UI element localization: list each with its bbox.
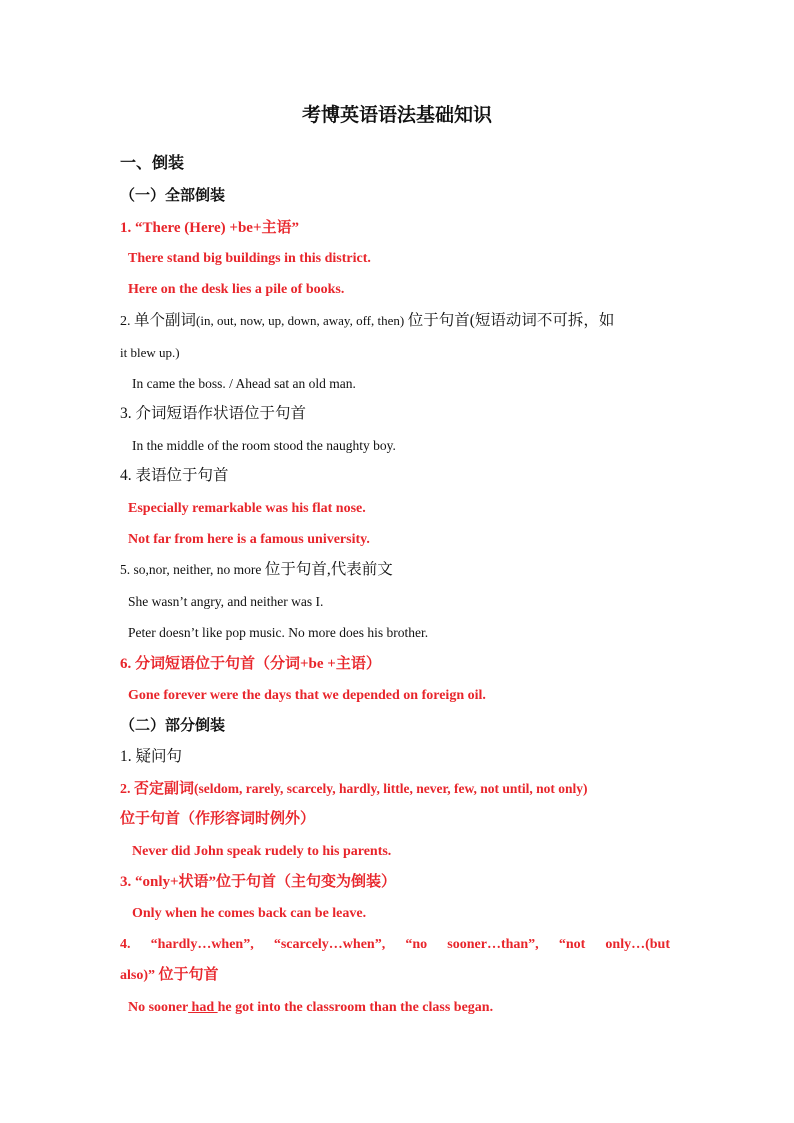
rule-3-example: In the middle of the room stood the naughty boy. <box>132 438 396 453</box>
partial-rule-4-token-1: 4. <box>120 937 131 952</box>
partial-rule-2-label: 否定副词 <box>134 781 195 797</box>
subsection-partial-inversion: （二）部分倒装 <box>120 718 226 734</box>
partial-rule-3-heading: 3. “only+状语”位于句首（主句变为倒装） <box>120 874 397 890</box>
rule-1-heading: 1. “There (Here) +be+主语” <box>120 220 300 236</box>
partial-rule-3-example: Only when he comes back can be leave. <box>132 906 367 921</box>
rule-3-heading: 3. 介词短语作状语位于句首 <box>120 405 307 422</box>
partial-rule-4-token-3: “scarcely…when”, <box>273 937 386 952</box>
rule-5-example-2: Peter doesn’t like pop music. No more does his brother. <box>128 625 429 640</box>
rule-2-number: 2. <box>120 314 131 329</box>
partial-rule-4-example-end: he got into the classroom than the class began. <box>217 1000 494 1015</box>
rule-2-label: 单个副词 <box>134 312 197 329</box>
rule-4-example-1: Especially remarkable was his flat nose. <box>128 501 366 516</box>
partial-rule-4-token-7: only…(but <box>605 937 670 952</box>
partial-rule-4-heading <box>120 935 670 955</box>
partial-rule-2-adverb-list: (seldom, rarely, scarcely, hardly, little, never, few, not until, not only) <box>194 781 588 796</box>
rule-6-example: Gone forever were the days that we depended on foreign oil. <box>128 688 486 703</box>
partial-rule-4-cont-b: 位于句首 <box>158 967 219 983</box>
rule-2-heading <box>120 311 674 332</box>
partial-rule-2-heading <box>120 779 674 800</box>
rule-2-tail: 位于句首(短语动词不可拆，如 <box>407 312 615 329</box>
partial-rule-4-example-start: No sooner <box>128 1000 189 1015</box>
partial-rule-2-continuation: 位于句首（作形容词时例外） <box>120 811 316 827</box>
rule-5-example-1: She wasn’t angry, and neither was I. <box>128 594 324 609</box>
partial-rule-4-token-6: “not <box>558 937 586 952</box>
section-heading-inversion: 一、倒装 <box>120 155 185 172</box>
partial-rule-2-example: Never did John speak rudely to his parents. <box>132 844 392 859</box>
rule-2-adverb-list: (in, out, now, up, down, away, off, then) <box>196 313 405 328</box>
rule-5-words: 5. so,nor, neither, no more <box>120 562 262 577</box>
rule-2-example: In came the boss. / Ahead sat an old man. <box>132 376 356 391</box>
partial-rule-4-continuation <box>120 965 219 986</box>
partial-rule-4-cont-a: also)” <box>120 968 155 983</box>
page-title: 考博英语语法基础知识 <box>301 105 492 126</box>
rule-1-example-1: There stand big buildings in this district. <box>128 251 371 266</box>
rule-5-heading <box>120 560 393 581</box>
partial-rule-1-heading: 1. 疑问句 <box>120 748 183 765</box>
subsection-full-inversion: （一）全部倒装 <box>120 188 226 204</box>
rule-5-tail: 位于句首,代表前文 <box>264 561 393 578</box>
rule-4-example-2: Not far from here is a famous university. <box>128 532 370 547</box>
partial-rule-4-token-4: “no <box>405 937 428 952</box>
rule-2-continuation: it blew up.) <box>120 345 180 360</box>
rule-1-example-2: Here on the desk lies a pile of books. <box>128 282 345 297</box>
partial-rule-4-example-underlined: had <box>188 1000 218 1015</box>
partial-rule-4-token-5: sooner…than”, <box>447 937 539 952</box>
rule-4-heading: 4. 表语位于句首 <box>120 467 229 484</box>
partial-rule-2-number: 2. <box>120 782 131 797</box>
partial-rule-4-token-2: “hardly…when”, <box>150 937 254 952</box>
rule-6-heading: 6. 分词短语位于句首（分词+be +主语） <box>120 656 381 672</box>
partial-rule-4-example <box>128 998 493 1018</box>
